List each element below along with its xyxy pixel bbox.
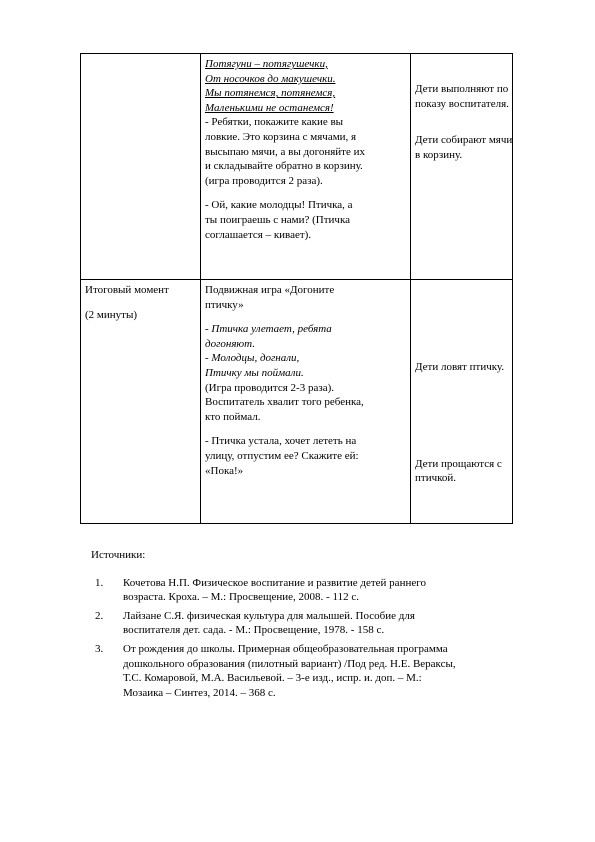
stage-cell	[81, 54, 201, 280]
text-line: От рождения до школы. Примерная общеобразовательная программа	[123, 642, 448, 655]
source-number: 3.	[95, 642, 104, 655]
text-line: Дети прощаются с	[415, 457, 502, 470]
source-number: 2.	[95, 609, 104, 622]
text-line: - Птичка устала, хочет лететь на	[205, 435, 357, 448]
text-line: Мозаика – Синтез, 2014. – 368 с.	[123, 686, 276, 699]
text-line: Т.С. Комаровой, М.А. Васильевой. – 3-е изд., испр. и. доп. – М.:	[123, 672, 422, 685]
table-row	[81, 54, 513, 280]
text-line: догоняют.	[205, 337, 256, 350]
text-line: Маленькими не останемся!	[205, 101, 334, 114]
text-line: (Игра проводится 2-3 раза).	[205, 381, 334, 394]
text-line: высыпаю мячи, а вы догоняйте их	[205, 145, 365, 158]
text-line: - Молодцы, догнали,	[205, 352, 300, 365]
teacher-activity-cell	[201, 54, 411, 280]
text-line: - Ой, какие молодцы! Птичка, а	[205, 199, 353, 212]
text-line: - Ребятки, покажите какие вы	[205, 116, 344, 129]
children-activity-cell	[411, 280, 513, 524]
stage-title: Итоговый момент	[85, 284, 169, 296]
children-activity-text	[415, 82, 509, 111]
text-line: Лайзане С.Я. физическая культура для малышей. Пособие для	[123, 609, 415, 622]
text-line: улицу, отпустим ее? Скажите ей:	[205, 449, 359, 462]
text-line: ты поиграешь с нами? (Птичка	[205, 213, 351, 226]
text-line: кто поймал.	[205, 410, 261, 423]
source-text	[123, 576, 426, 605]
text-line: Подвижная игра «Догоните	[205, 284, 335, 296]
text-line: птичкой.	[415, 472, 457, 485]
text-line: показу воспитателя.	[415, 97, 509, 110]
source-item	[91, 642, 561, 700]
source-text	[123, 642, 456, 700]
source-item	[91, 576, 561, 605]
sources-list	[91, 576, 561, 701]
sources-section	[91, 548, 561, 704]
stage-cell	[81, 280, 201, 524]
text-line: в корзину.	[415, 148, 463, 161]
text-line: и складывайте обратно в корзину.	[205, 160, 363, 173]
text-line: От носочков до макушечки.	[205, 72, 336, 85]
text-line: (игра проводится 2 раза).	[205, 174, 323, 187]
children-activity-text	[415, 360, 509, 375]
text-line: Дети собирают мячи	[415, 134, 513, 147]
children-activity-cell	[411, 54, 513, 280]
text-line: воспитателя дет. сада. - М.: Просвещение, 1978. - 158 с.	[123, 624, 385, 637]
stage-duration: (2 минуты)	[85, 308, 138, 321]
text-line: Кочетова Н.П. Физическое воспитание и развитие детей раннего	[123, 576, 426, 589]
text-line: «Пока!»	[205, 464, 244, 477]
text-line: дошкольного образования (пилотный вариант) /Под ред. Н.Е. Вераксы,	[123, 657, 456, 670]
sources-title: Источники:	[91, 549, 146, 561]
children-activity-text	[415, 457, 509, 486]
text-line: Дети выполняют по	[415, 83, 509, 95]
table-row	[81, 280, 513, 524]
text-line: Дети ловят птичку.	[415, 361, 505, 373]
source-item	[91, 609, 561, 638]
text-line: возраста. Кроха. – М.: Просвещение, 2008. - 112 с.	[123, 591, 359, 604]
text-line: Птичку мы поймали.	[205, 366, 304, 379]
text-line: Потягуни – потягушечки,	[205, 58, 328, 70]
teacher-activity-cell	[201, 280, 411, 524]
children-activity-text	[415, 133, 513, 162]
text-line: ловкие. Это корзина с мячами, я	[205, 130, 357, 143]
text-line: - Птичка улетает, ребята	[205, 323, 332, 336]
lesson-plan-table	[80, 53, 513, 524]
text-line: соглашается – кивает).	[205, 228, 312, 241]
source-text	[123, 609, 415, 638]
text-line: Мы потянемся, потянемся,	[205, 87, 336, 100]
source-number: 1.	[95, 576, 104, 589]
text-line: Воспитатель хвалит того ребенка,	[205, 396, 364, 409]
text-line: птичку»	[205, 298, 244, 311]
